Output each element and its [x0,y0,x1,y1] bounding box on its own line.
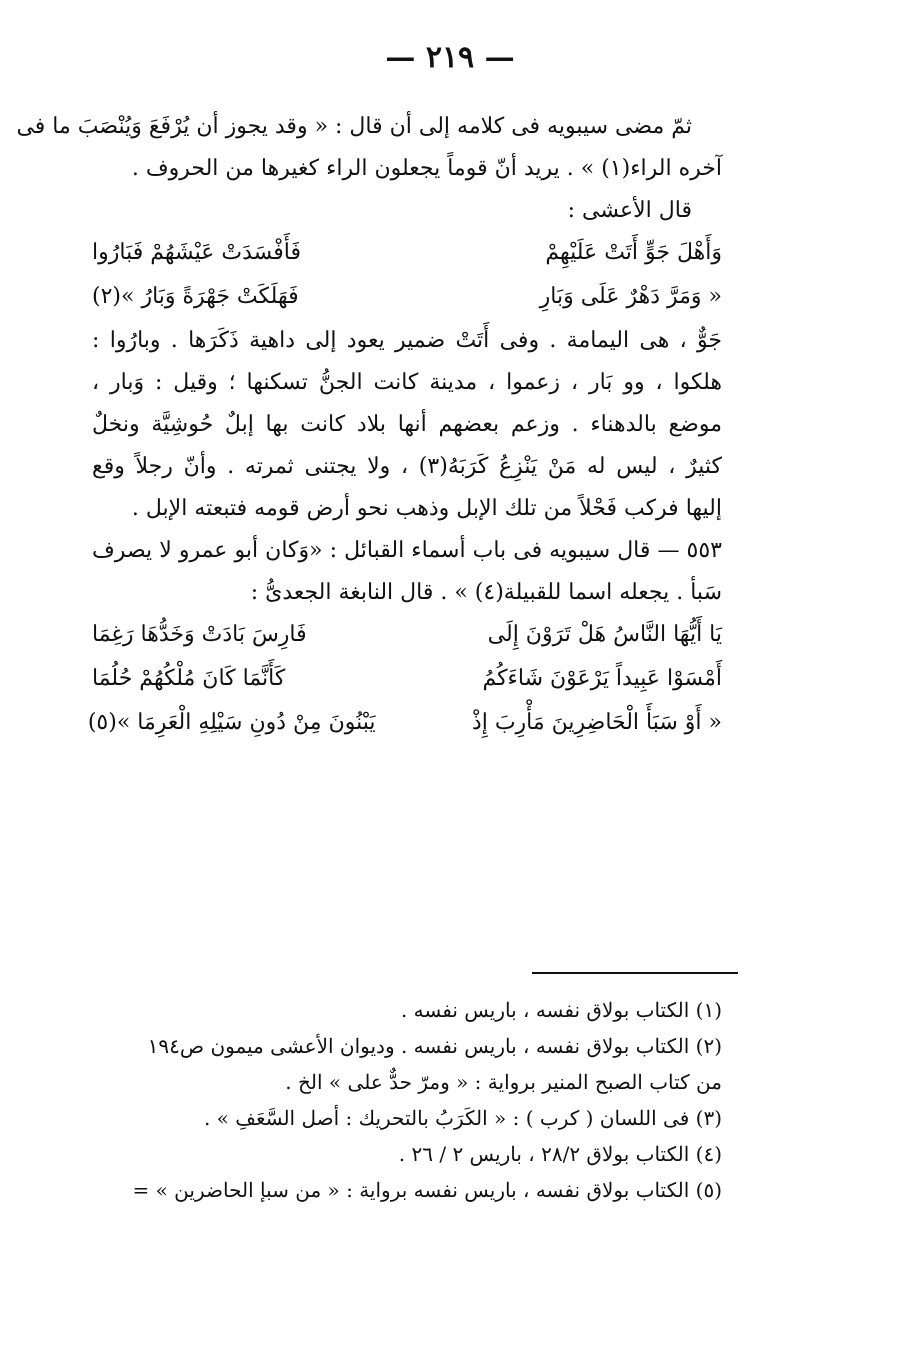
verse-line [87,708,722,738]
verse-second-hemistich: يَبْنُونَ مِنْ دُونِ سَيْلِهِ الْعَرِمَا »(٥) [87,710,376,735]
verse-second-hemistich: فَارِسَ بَادَتْ وَخَدُّهَا رَغِمَا [92,622,307,647]
verse-first-hemistich: أَمْسَوْا عَبِيداً يَرْعَوْنَ شَاءَكُمُ [482,666,722,691]
text-line: آخره الراء(١) » . يريد أنّ قوماً يجعلون الراء كغيرها من الحروف . [131,156,722,181]
footnote: (٤) الكتاب بولاق ٢٨/٢ ، باريس ٢ / ٢٦ . [398,1142,722,1166]
page-number: — ٢١٩ — [385,40,515,75]
text-line: جَوٌّ ، هى اليمامة . وفى أَتَتْ ضمير يعود إلى داهية ذَكَرَها . وبارُوا : [92,328,722,353]
text-line: كثيرٌ ، ليس له مَنْ يَنْزِعُ كَرَبَهُ(٣) ، ولا يجتنى ثمرته . وأنّ رجلاً وقع [92,454,722,479]
text-line: موضع بالدهناء . وزعم بعضهم أنها بلاد كانت بها إبلٌ حُوشِيَّة ونخلٌ [92,412,722,437]
footnote: (٢) الكتاب بولاق نفسه ، باريس نفسه . وديوان الأعشى ميمون ص١٩٤ [147,1034,722,1058]
text-line: ثمّ مضى سيبويه فى كلامه إلى أن قال : « وقد يجوز أن يُرْفَعَ وَيُنْصَبَ ما فى [16,114,692,139]
footnote-separator [532,972,738,974]
text-line: سَبأ . يجعله اسما للقبيلة(٤) » . قال النابغة الجعدىُّ : [250,580,722,605]
footnotes [80,996,722,1212]
text-line: هلكوا ، وو بَار ، زعموا ، مدينة كانت الجنُّ تسكنها ؛ وقيل : وَبار ، [92,370,722,395]
verse-line [92,664,722,694]
text-line: إليها فركب فَحْلاً من تلك الإبل وذهب نحو أرض قومه فتبعته الإبل . [131,496,722,521]
verse-line [92,282,722,312]
verse-second-hemistich: فَأَفْسَدَتْ عَيْشَهُمْ فَبَارُوا [92,240,301,265]
main-text [16,112,722,752]
verse-line [92,238,722,268]
verse-first-hemistich: « وَمَرَّ دَهْرٌ عَلَى وَبَارِ [539,284,722,309]
verse-first-hemistich: يَا أَيُّهَا النَّاسُ هَلْ تَرَوْنَ إِلَى [487,622,722,647]
footnote-continuation: من كتاب الصبح المنير برواية : « ومرّ حدٌّ على » الخ . [285,1070,722,1094]
footnote: (٥) الكتاب بولاق نفسه ، باريس نفسه برواية : « من سبإ الحاضرين » = [132,1178,722,1202]
verse-second-hemistich: فَهَلَكَتْ جَهْرَةً وَبَارُ »(٢) [92,284,299,309]
verse-first-hemistich: وَأَهْلَ جَوٍّ أَتَتْ عَلَيْهِمْ [545,240,722,265]
verse-second-hemistich: كَأَنَّمَا كَانَ مُلْكُهُمْ حُلُمَا [92,666,286,691]
text-line: ٥٥٣ — قال سيبويه فى باب أسماء القبائل : «وَكان أبو عمرو لا يصرف [92,538,722,563]
verse-first-hemistich: « أَوْ سَبَأَ الْحَاضِرِينَ مَأْرِبَ إِذْ [471,710,722,735]
footnote: (١) الكتاب بولاق نفسه ، باريس نفسه . [400,998,722,1022]
verse-intro: قال الأعشى : [567,198,692,223]
verse-line [92,620,722,650]
footnote: (٣) فى اللسان ( كرب ) : « الكَرَبُ بالتحريك : أصل السَّعَفِ » . [203,1106,722,1130]
